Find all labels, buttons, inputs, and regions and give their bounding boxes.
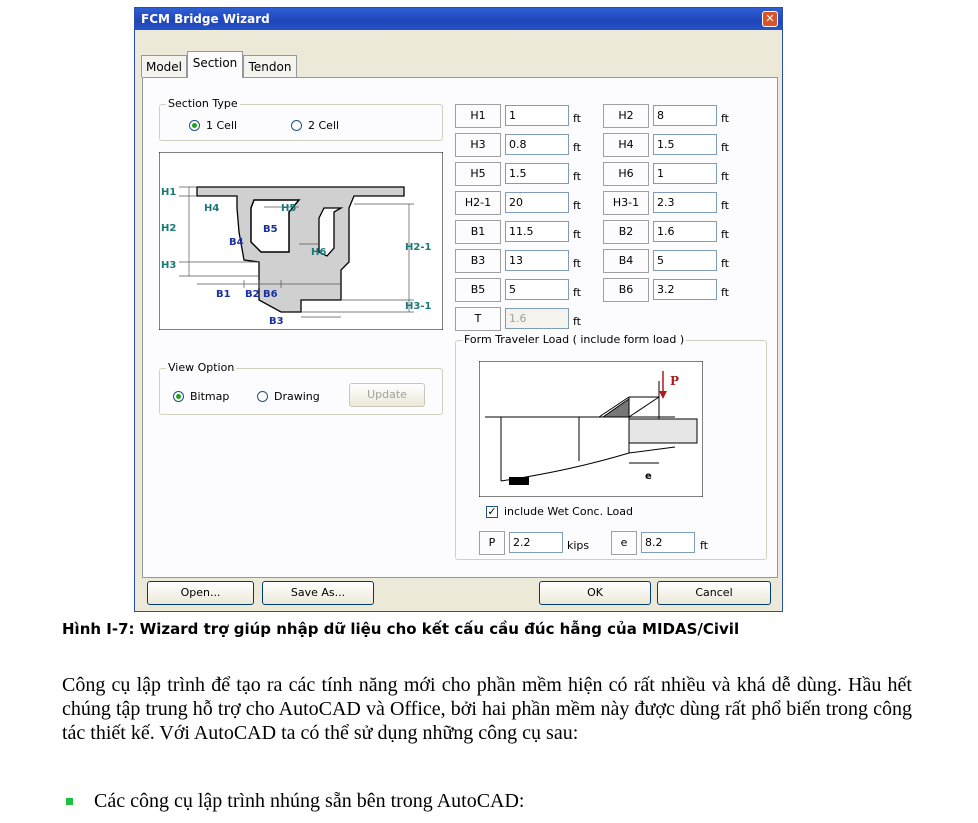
figure-caption: Hình I-7: Wizard trợ giúp nhập dữ liệu cho kết cấu cầu đúc hẫng của MIDAS/Civil (62, 620, 740, 638)
param-label-h1: H1 (455, 104, 501, 128)
param-input-h2-1[interactable]: 20 (505, 192, 569, 213)
close-icon[interactable]: ✕ (762, 11, 778, 27)
label-h2: H2 (161, 223, 177, 234)
param-unit-h2-1: ft (573, 199, 581, 212)
include-wet-checkbox[interactable]: ✓ (487, 505, 497, 518)
radio-bitmap[interactable] (173, 391, 184, 402)
form-traveler-diagram (479, 361, 703, 497)
param-input-b3[interactable]: 13 (505, 250, 569, 271)
label-b6: B6 (263, 289, 278, 300)
param-label-h2: H2 (603, 104, 649, 128)
param-unit-h3: ft (573, 141, 581, 154)
param-label-b2: B2 (603, 220, 649, 244)
radio-bitmap-label: Bitmap (190, 390, 230, 403)
body-paragraph: Công cụ lập trình để tạo ra các tính năng mới cho phần mềm hiện có rất nhiều và khá dễ dùng. Hầu hết chúng tập trung hỗ trợ cho AutoCAD và Office, bởi hai phần mềm này được dùng rất phổ biến trong công tác thiết kế. Với AutoCAD ta có thể sử dụng những công cụ sau: (62, 674, 912, 744)
radio-drawing[interactable] (257, 391, 268, 402)
label-b1: B1 (216, 289, 231, 300)
label-h6: H6 (311, 247, 327, 258)
label-h3: H3 (161, 260, 177, 271)
param-input-h6[interactable]: 1 (653, 163, 717, 184)
radio-1-cell[interactable] (189, 120, 200, 131)
tab-model[interactable]: Model (141, 55, 187, 77)
param-label-h3: H3 (455, 133, 501, 157)
param-input-b2[interactable]: 1.6 (653, 221, 717, 242)
cancel-button[interactable]: Cancel (657, 581, 771, 605)
label-h3-1: H3-1 (405, 301, 432, 312)
p-label-box: P (479, 531, 505, 555)
e-input[interactable]: 8.2 (641, 532, 695, 553)
bullet-item: Các công cụ lập trình nhúng sẵn bên trong AutoCAD: (94, 790, 525, 812)
param-input-t[interactable]: 1.6 (505, 308, 569, 329)
param-unit-b5: ft (573, 286, 581, 299)
param-unit-h2: ft (721, 112, 729, 125)
param-label-b1: B1 (455, 220, 501, 244)
param-label-h2-1: H2-1 (455, 191, 501, 215)
title-bar (135, 8, 782, 30)
traveler-wet-concrete (629, 419, 697, 443)
param-label-h6: H6 (603, 162, 649, 186)
load-p-label: P (670, 374, 680, 388)
e-unit: ft (700, 539, 708, 552)
radio-2-cell[interactable] (291, 120, 302, 131)
label-h2-1: H2-1 (405, 242, 432, 253)
param-unit-h6: ft (721, 170, 729, 183)
load-e-label: e (645, 471, 652, 482)
radio-1-cell-label: 1 Cell (206, 119, 238, 132)
label-h5: H5 (281, 203, 297, 214)
param-input-b1[interactable]: 11.5 (505, 221, 569, 242)
param-label-h5: H5 (455, 162, 501, 186)
param-input-b5[interactable]: 5 (505, 279, 569, 300)
section-diagram (159, 152, 443, 330)
param-label-t: T (455, 307, 501, 331)
param-input-h3[interactable]: 0.8 (505, 134, 569, 155)
radio-drawing-label: Drawing (274, 390, 320, 403)
update-button[interactable]: Update (349, 383, 425, 407)
form-traveler-title: Form Traveler Load ( include form load ) (464, 333, 685, 346)
param-unit-b4: ft (721, 257, 729, 270)
param-label-b5: B5 (455, 278, 501, 302)
param-input-h1[interactable]: 1 (505, 105, 569, 126)
section-tab-panel (142, 77, 778, 578)
include-wet-label: include Wet Conc. Load (504, 505, 633, 518)
traveler-support (509, 477, 529, 485)
param-unit-b6: ft (721, 286, 729, 299)
param-input-b6[interactable]: 3.2 (653, 279, 717, 300)
param-label-b4: B4 (603, 249, 649, 273)
label-b4: B4 (229, 237, 244, 248)
fcm-bridge-wizard-dialog (134, 7, 783, 612)
label-b2: B2 (245, 289, 260, 300)
label-h4: H4 (204, 203, 220, 214)
tab-tendon[interactable]: Tendon (243, 55, 297, 77)
p-input[interactable]: 2.2 (509, 532, 563, 553)
param-unit-t: ft (573, 315, 581, 328)
bullet-square-icon (66, 798, 73, 805)
param-input-b4[interactable]: 5 (653, 250, 717, 271)
param-input-h2[interactable]: 8 (653, 105, 717, 126)
param-unit-h1: ft (573, 112, 581, 125)
param-label-b6: B6 (603, 278, 649, 302)
param-input-h4[interactable]: 1.5 (653, 134, 717, 155)
open-button[interactable]: Open... (147, 581, 254, 605)
param-unit-b1: ft (573, 228, 581, 241)
label-h1: H1 (161, 187, 177, 198)
tab-section[interactable]: Section (187, 51, 243, 78)
label-b3: B3 (269, 316, 284, 327)
label-b5: B5 (263, 224, 278, 235)
radio-2-cell-label: 2 Cell (308, 119, 340, 132)
ok-button[interactable]: OK (539, 581, 651, 605)
param-unit-b2: ft (721, 228, 729, 241)
view-option-title: View Option (168, 361, 235, 374)
dialog-title: FCM Bridge Wizard (141, 12, 270, 26)
param-input-h5[interactable]: 1.5 (505, 163, 569, 184)
param-unit-h3-1: ft (721, 199, 729, 212)
param-label-b3: B3 (455, 249, 501, 273)
section-type-title: Section Type (168, 97, 238, 110)
param-unit-h5: ft (573, 170, 581, 183)
param-input-h3-1[interactable]: 2.3 (653, 192, 717, 213)
param-label-h4: H4 (603, 133, 649, 157)
param-unit-h4: ft (721, 141, 729, 154)
save-as-button[interactable]: Save As... (262, 581, 374, 605)
param-label-h3-1: H3-1 (603, 191, 649, 215)
p-unit: kips (567, 539, 590, 552)
param-unit-b3: ft (573, 257, 581, 270)
e-label-box: e (611, 531, 637, 555)
